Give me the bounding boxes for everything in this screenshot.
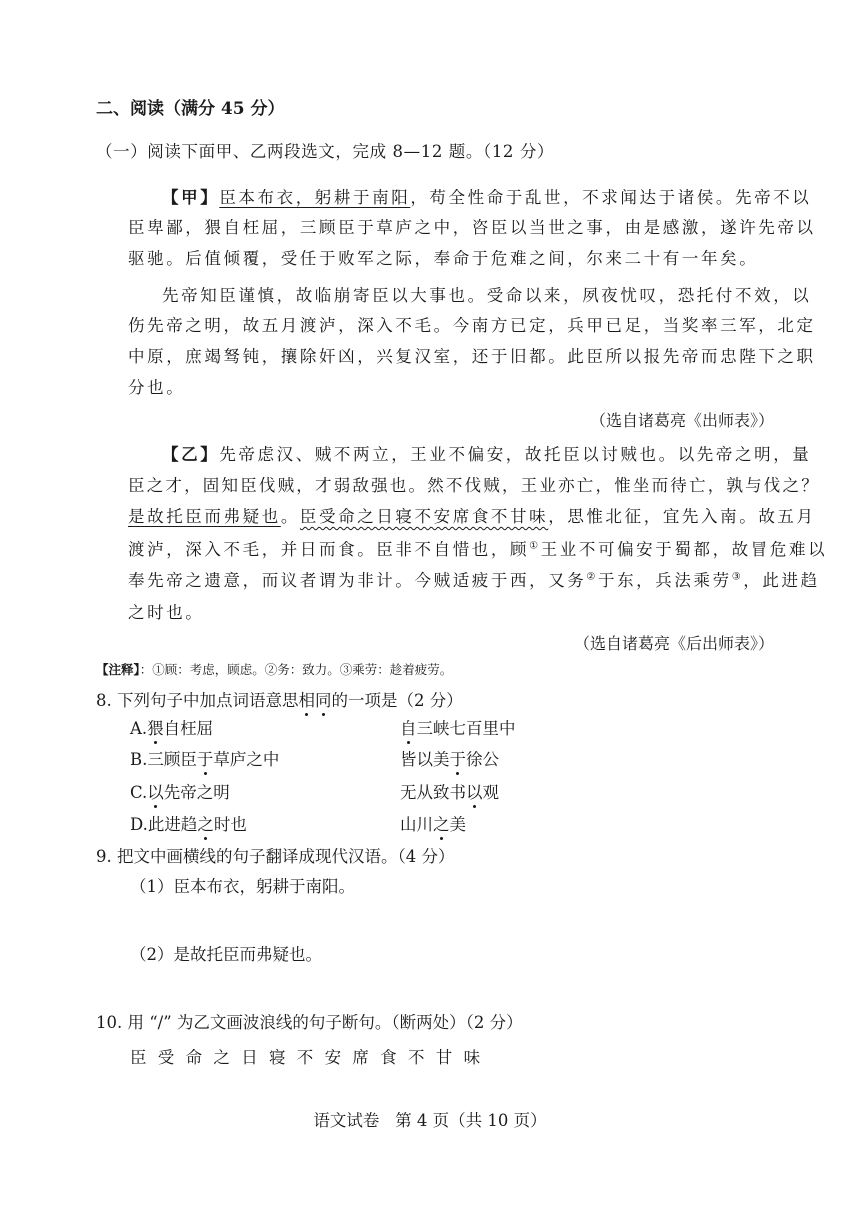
jia-tag: 【甲】 [162,188,220,207]
yi-line-5: 奉先帝之遗意，而议者谓为非计。今贼适疲于西，又务②于东，兵法乘劳③，此进趋 [128,571,820,590]
q8-option-c-left: C.以先帝之明 [130,783,230,802]
q10-character-row [130,1044,491,1068]
yi-line-6: 之时也。 [128,603,205,622]
q9-sentence-1: （1）臣本布衣，躬耕于南阳。 [130,877,355,896]
q8-option-a-left: A.猥自枉屈 [130,719,214,738]
notes [96,660,452,678]
q8-option-d-left: D.此进趋之时也 [130,815,247,834]
q10-char: 安 [324,1048,342,1067]
yi-line-3: 是故托臣而弗疑也。臣受命之日寝不安席食不甘味，思惟北征，宜先入南。故五月 [128,507,816,526]
q10-char: 受 [157,1048,175,1067]
yi-underlined-sentence: 是故托臣而弗疑也 [128,507,281,526]
footnote-2-mark: ② [586,571,598,583]
q10-char: 不 [407,1048,425,1067]
yi-wavy-sentence: 臣受命之日寝不安席食不甘味 [299,507,549,526]
q10-char: 寝 [268,1048,286,1067]
q10-char: 不 [296,1048,314,1067]
q10-char: 味 [463,1048,481,1067]
q8-option-d-right: 山川之美 [400,815,466,834]
yi-line-2: 臣之才，固知臣伐贼，才弱敌强也。然不伐贼，王业亦亡，惟坐而待亡，孰与伐之？ [128,476,820,495]
q9-sentence-2: （2）是故托臣而弗疑也。 [130,945,322,964]
jia-line-6: 中原，庶竭驽钝，攘除奸凶，兴复汉室，还于旧都。此臣所以报先帝而忠陛下之职 [128,347,816,366]
q10-char: 日 [241,1048,258,1067]
section-title: 二、阅读（满分 45 分） [96,99,285,119]
yi-line-4: 渡泸，深入不毛，并日而食。臣非不自惜也，顾①王业不可偏安于蜀都，故冒危难以 [128,540,828,559]
q10-char: 席 [352,1048,369,1067]
q10-char: 臣 [130,1048,147,1067]
q10-stem: 10. 用 “/” 为乙文画波浪线的句子断句。（断两处）（2 分） [96,1013,523,1032]
footnote-3-mark: ③ [731,571,744,583]
jia-line-3: 驱驰。后值倾覆，受任于败军之际，奉命于危难之间，尔来二十有一年矣。 [128,249,759,268]
jia-line-7: 分也。 [128,378,186,397]
yi-tag: 【乙】 [162,445,220,464]
q10-char: 甘 [435,1048,453,1067]
q10-char: 食 [380,1048,397,1067]
jia-line-1: 【甲】臣本布衣，躬耕于南阳，苟全性命于乱世，不求闻达于诸侯。先帝不以 [162,188,812,207]
page-footer: 语文试卷 第 4 页（共 10 页） [313,1111,547,1130]
q8-option-c-right: 无从致书以观 [400,783,499,802]
part-intro: （一）阅读下面甲、乙两段选文，完成 8—12 题。（12 分） [96,142,555,161]
q8-option-b-right: 皆以美于徐公 [400,750,499,769]
yi-line-1: 【乙】先帝虑汉、贼不两立，王业不偏安，故托臣以讨贼也。以先帝之明，量 [162,445,812,464]
q10-char: 之 [213,1048,230,1067]
footnote-1-mark: ① [529,540,541,552]
notes-text: ：①顾：考虑，顾虑。②务：致力。③乘劳：趁着疲劳。 [139,662,453,677]
jia-line-4: 先帝知臣谨慎，故临崩寄臣以大事也。受命以来，夙夜忧叹，恐托付不效，以 [162,286,812,305]
q9-stem: 9. 把文中画横线的句子翻译成现代汉语。（4 分） [96,847,455,866]
jia-underlined-sentence: 臣本布衣，躬耕于南阳 [219,188,411,207]
notes-label: 【注释】 [96,662,140,677]
jia-line-2: 臣卑鄙，猥自枉屈，三顾臣于草庐之中，咨臣以当世之事，由是感激，遂许先帝以 [128,218,816,237]
q8-option-a-right: 自三峡七百里中 [400,719,516,738]
yi-source: （选自诸葛亮《后出师表》） [573,634,774,653]
q8-stem: 8. 下列句子中加点词语意思相同的一项是（2 分） [96,691,463,710]
jia-line-5: 伤先帝之明，故五月渡泸，深入不毛。今南方已定，兵甲已足，当奖率三军，北定 [128,316,816,335]
q8-option-b-left: B.三顾臣于草庐之中 [130,750,280,769]
jia-source: （选自诸葛亮《出师表》） [589,411,774,430]
q10-char: 命 [185,1048,203,1067]
